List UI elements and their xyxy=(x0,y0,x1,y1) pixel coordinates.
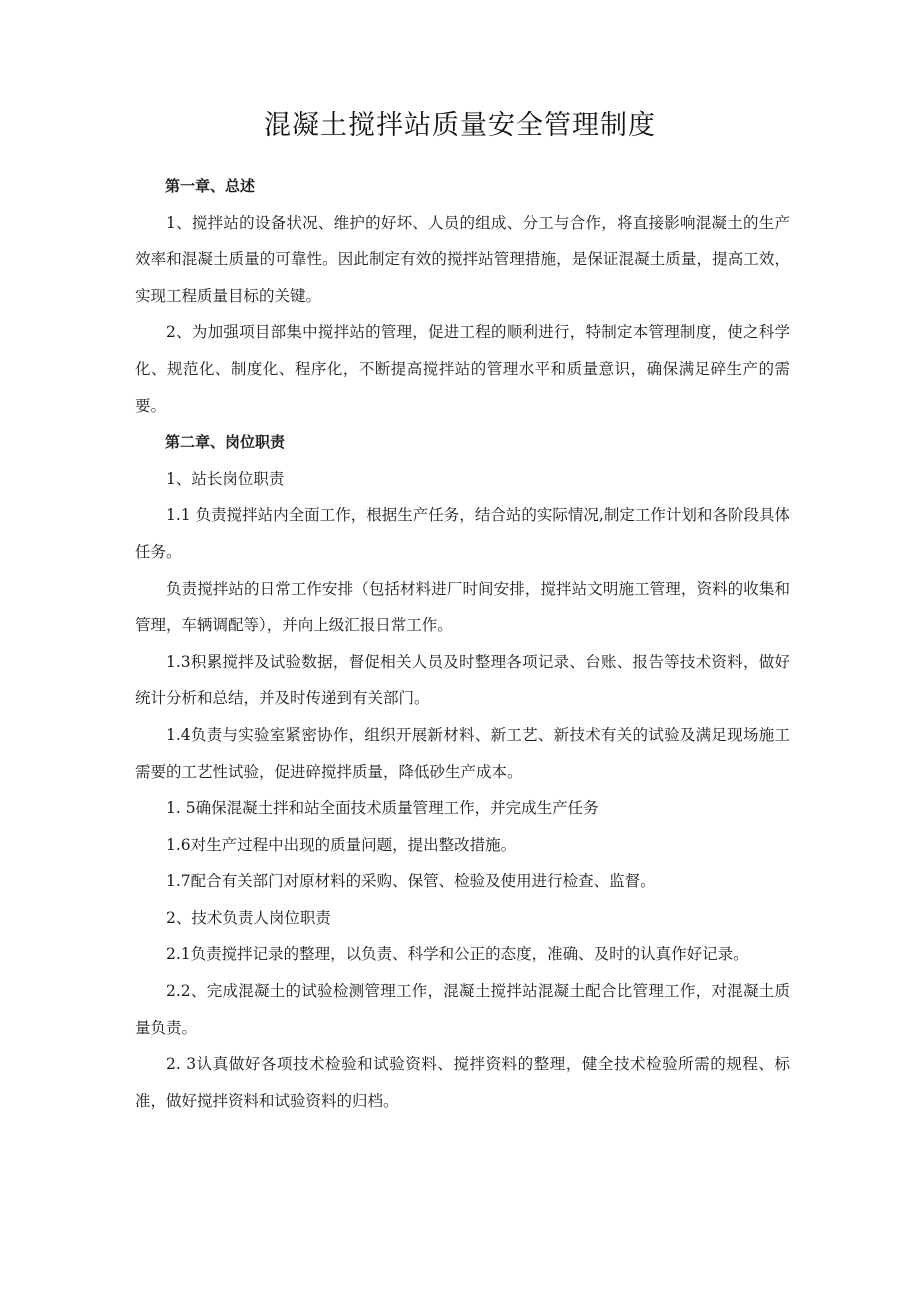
paragraph: 1. 5确保混凝土拌和站全面技术质量管理工作，并完成生产任务 xyxy=(166,799,599,818)
paragraph: 1、搅拌站的设备状况、维护的好坏、人员的组成、分工与合作，将直接影响混凝土的生产效率和混凝土质量的可靠性。因此制定有效的搅拌站管理措施，是保证混凝土质量，提高工效，实现工程质量目标的关键。 xyxy=(135,213,790,305)
paragraph: 负责搅拌站的日常工作安排（包括材料进厂时间安排，搅拌站文明施工管理，资料的收集和管理，车辆调配等），并向上级汇报日常工作。 xyxy=(135,579,790,635)
chapter-heading: 第一章、总述 xyxy=(165,177,256,195)
paragraph: 2、为加强项目部集中搅拌站的管理，促进工程的顺利进行，特制定本管理制度，使之科学化、规范化、制度化、程序化，不断提高搅拌站的管理水平和质量意识，确保满足碎生产的需要。 xyxy=(135,323,790,415)
paragraph: 1.3积累搅拌及试验数据，督促相关人员及时整理各项记录、台账、报告等技术资料，做好统计分析和总结，并及时传递到有关部门。 xyxy=(135,652,790,708)
paragraph: 2.2、完成混凝土的试验检测管理工作，混凝土搅拌站混凝土配合比管理工作，对混凝土质量负责。 xyxy=(135,982,790,1037)
paragraph: 1、站长岗位职责 xyxy=(166,469,285,488)
paragraph: 2.1负责搅拌记录的整理，以负责、科学和公正的态度，准确、及时的认真作好记录。 xyxy=(166,945,749,964)
chapter-heading: 第二章、岗位职责 xyxy=(165,433,286,452)
paragraph: 1.7配合有关部门对原材料的采购、保管、检验及使用进行检查、监督。 xyxy=(166,872,656,891)
document-title: 混凝土搅拌站质量安全管理制度 xyxy=(264,110,656,141)
document-body xyxy=(135,168,790,1119)
paragraph: 1.6对生产过程中出现的质量问题，提出整改措施。 xyxy=(166,835,517,854)
paragraph: 1.1 负责搅拌站内全面工作，根据生产任务，结合站的实际情况,制定工作计划和各阶段具体任务。 xyxy=(135,506,790,561)
paragraph: 1.4负责与实验室紧密协作，组织开展新材料、新工艺、新技术有关的试验及满足现场施工需要的工艺性试验，促进碎搅拌质量，降低砂生产成本。 xyxy=(135,725,790,781)
paragraph: 2. 3认真做好各项技术检验和试验资料、搅拌资料的整理，健全技术检验所需的规程、标准，做好搅拌资料和试验资料的归档。 xyxy=(135,1055,790,1110)
paragraph: 2、技术负责人岗位职责 xyxy=(166,908,331,927)
